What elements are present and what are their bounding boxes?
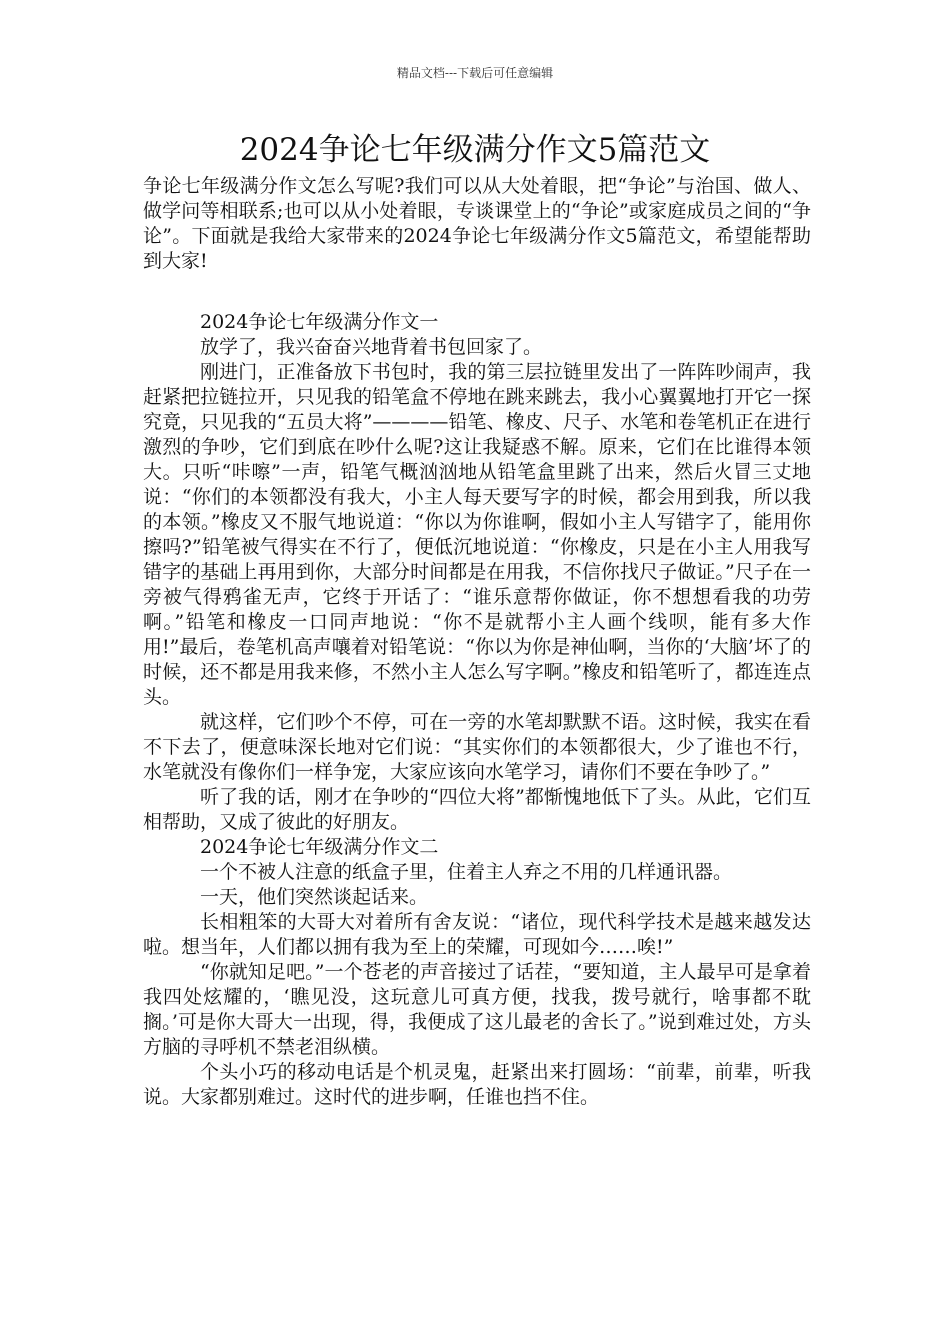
essay-2-heading: 2024争论七年级满分作文二: [200, 836, 439, 858]
intro-paragraph: 争论七年级满分作文怎么写呢?我们可以从大处着眼，把“争论”与治国、做人、做学问等相联系;也可以从小处着眼，专谈课堂上的“争论”或家庭成员之间的“争论”。下面就是我给大家带来的2024争论七年级满分作文5篇范文，希望能帮助到大家!: [143, 175, 811, 272]
essay-2-paragraph-1: 一个不被人注意的纸盒子里，住着主人弃之不用的几样通讯器。: [200, 861, 733, 883]
essay-2-paragraph-5: 个头小巧的移动电话是个机灵鬼，赶紧出来打圆场：“前辈，前辈，听我说。大家都别难过。这时代的进步啊，任谁也挡不住。: [143, 1061, 811, 1108]
essay-1-heading: 2024争论七年级满分作文一: [200, 311, 439, 333]
paragraph-gap: [143, 274, 811, 310]
essay-1-paragraph-4: 听了我的话，刚才在争吵的“四位大将”都惭愧地低下了头。从此，它们互相帮助，又成了彼此的好朋友。: [143, 786, 811, 833]
essay-2-paragraph-4: “你就知足吧。”一个苍老的声音接过了话茬，“要知道，主人最早可是拿着我四处炫耀的，‘瞧见没，这玩意儿可真方便，找我，拨号就行，啥事都不耽搁。’可是你大哥大一出现，得，我便成了这儿最老的舍长了。”说到难过处，方头方脑的寻呼机不禁老泪纵横。: [143, 961, 811, 1058]
essay-2-paragraph-2: 一天，他们突然谈起话来。: [200, 886, 429, 908]
document-title: 2024争论七年级满分作文5篇范文: [239, 132, 711, 168]
essay-1-paragraph-1: 放学了，我兴奋奋兴地背着书包回家了。: [200, 336, 543, 358]
essay-1-paragraph-3: 就这样，它们吵个不停，可在一旁的水笔却默默不语。这时候，我实在看不下去了，便意味深长地对它们说：“其实你们的本领都很大，少了谁也不行，水笔就没有像你们一样争宠，大家应该向水笔学习，请你们不要在争吵了。”: [143, 711, 811, 783]
essay-2-paragraph-3: 长相粗笨的大哥大对着所有舍友说：“诸位，现代科学技术是越来越发达啦。想当年，人们都以拥有我为至上的荣耀，可现如今……唉!”: [143, 911, 811, 958]
document-body: [143, 174, 811, 1110]
essay-1-paragraph-2: 刚进门，正准备放下书包时，我的第三层拉链里发出了一阵阵吵闹声，我赶紧把拉链拉开，只见我的铅笔盒不停地在跳来跳去，我小心翼翼地打开它一探究竟，只见我的“五员大将”————铅笔、橡皮、尺子、水笔和卷笔机正在进行激烈的争吵，它们到底在吵什么呢?这让我疑惑不解。原来，它们在比谁得本领大。只听“咔嚓”一声，铅笔气概汹汹地从铅笔盒里跳了出来，然后火冒三丈地说：“你们的本领都没有我大，小主人每天要写字的时候，都会用到我，所以我的本领。”橡皮又不服气地说道：“你以为你谁啊，假如小主人写错字了，能用你擦吗?”铅笔被气得实在不行了，便低沉地说道：“你橡皮，只是在小主人用我写错字的基础上再用到你，大部分时间都是在用我，不信你找尺子做证。”尺子在一旁被气得鸦雀无声，它终于开话了：“谁乐意帮你做证，你不想想看我的功劳啊。”铅笔和橡皮一口同声地说：“你不是就帮小主人画个线呗，能有多大作用!”最后，卷笔机高声嚷着对铅笔说：“你以为你是神仙啊，当你的‘大脑’坏了的时候，还不都是用我来修，不然小主人怎么写字啊。”橡皮和铅笔听了，都连连点头。: [143, 361, 811, 708]
page-header: 精品文档---下载后可任意编辑: [396, 66, 554, 80]
